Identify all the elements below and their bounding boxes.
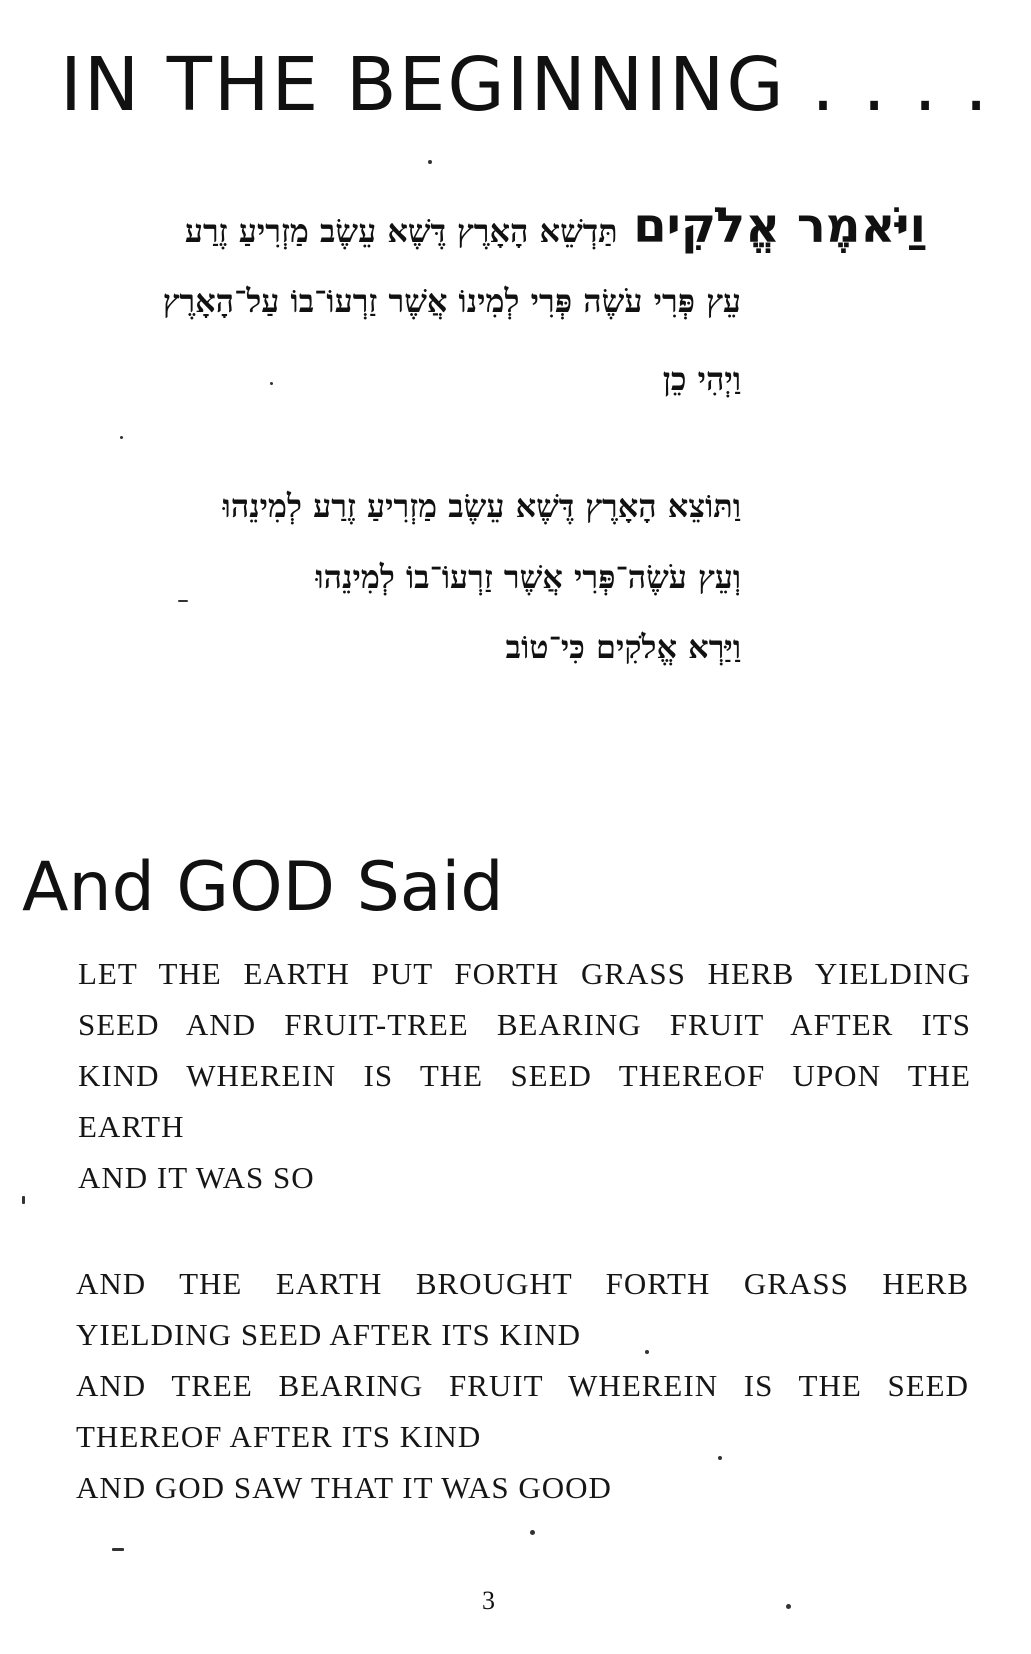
hebrew-line-4: וַתּוֹצֵא הָאָרֶץ דֶּשֶׁא עֵשֶׂב מַזְרִיעַ זֶרַע לְמִינֵהוּ (222, 487, 741, 525)
english-p2-line-5: AND GOD SAW THAT IT WAS GOOD (76, 1470, 612, 1505)
english-p2-line-3: AND TREE BEARING FRUIT WHEREIN IS THE SEED (76, 1368, 969, 1403)
english-p2-line-1: AND THE EARTH BROUGHT FORTH GRASS HERB (76, 1266, 969, 1301)
scan-speck (270, 382, 273, 385)
hebrew-lead-words: וַיֹּאמֶר אֱלֹקִים (633, 198, 926, 254)
hebrew-line-5: וְעֵץ עֹשֶׂה־פְּרִי אֲשֶׁר זַרְעוֹ־בוֹ לְמִינֵהוּ (315, 558, 741, 596)
hebrew-line-1-rest: תַּדְשֵׁא הָאָרֶץ דֶּשֶׁא עֵשֶׂב מַזְרִיעַ זֶרַע (184, 212, 618, 250)
section-title: And GOD Said (22, 848, 504, 927)
english-p1-line-5: AND IT WAS SO (78, 1160, 315, 1195)
scan-speck (120, 436, 123, 439)
english-p2-line-4: THEREOF AFTER ITS KIND (76, 1419, 482, 1454)
page-number: 3 (482, 1586, 495, 1615)
scan-speck (645, 1350, 649, 1354)
scan-speck (428, 160, 432, 164)
scan-speck (178, 600, 188, 602)
scan-speck (718, 1456, 722, 1460)
english-p1-line-1: LET THE EARTH PUT FORTH GRASS HERB YIELDING (78, 956, 971, 991)
hebrew-line-1 (185, 198, 926, 254)
scan-speck (786, 1604, 791, 1609)
hebrew-line-6: וַיַּרְא אֱלֹקִים כִּי־טוֹב (505, 628, 741, 666)
hebrew-line-2: עֵץ פְּרִי עֹשֶׂה פְּרִי לְמִינוֹ אֲשֶׁר זַרְעוֹ־בוֹ עַל־הָאָרֶץ (162, 282, 741, 320)
english-p1-line-2: SEED AND FRUIT-TREE BEARING FRUIT AFTER ITS (78, 1007, 971, 1042)
scan-speck (22, 1196, 25, 1204)
english-p1-line-4: EARTH (78, 1109, 185, 1144)
page-title: IN THE BEGINNING . . . . (60, 42, 990, 128)
hebrew-line-3: וַיְהִי כֵן (662, 360, 741, 398)
english-p2-line-2: YIELDING SEED AFTER ITS KIND (76, 1317, 582, 1352)
scan-speck (530, 1530, 535, 1535)
english-p1-line-3: KIND WHEREIN IS THE SEED THEREOF UPON THE (78, 1058, 971, 1093)
scan-speck (112, 1548, 124, 1551)
